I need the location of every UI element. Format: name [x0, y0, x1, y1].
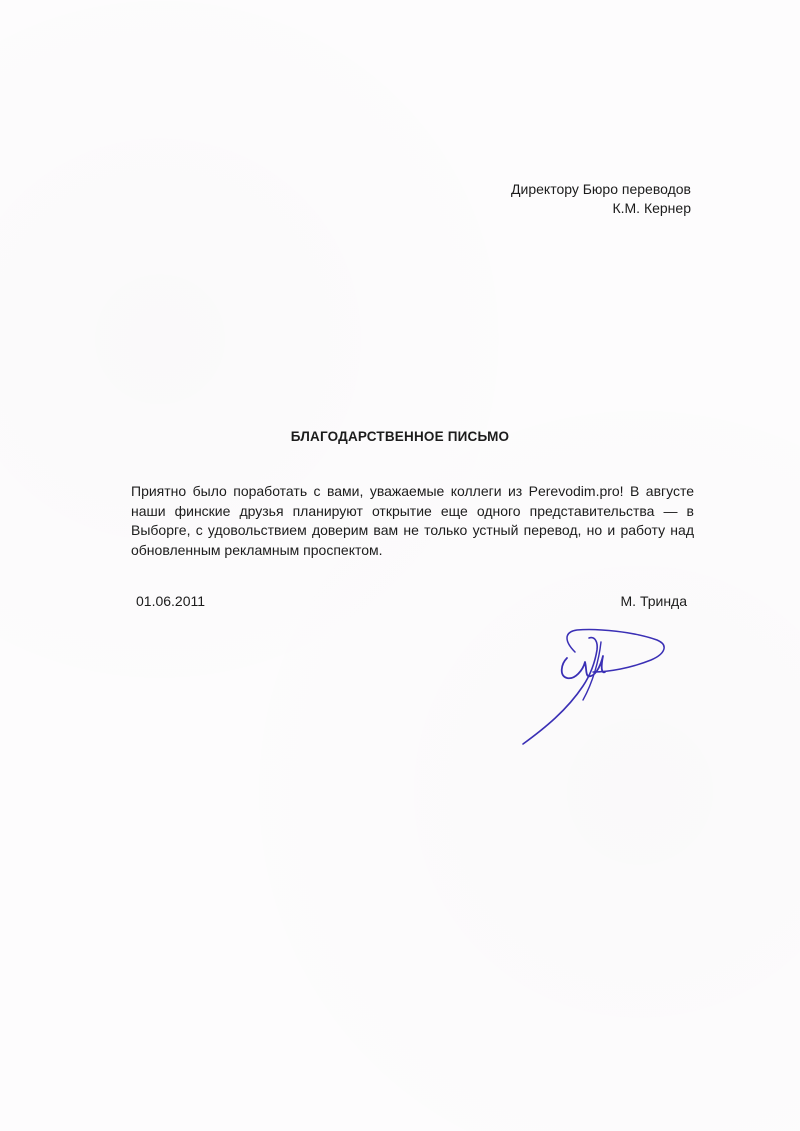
handwritten-signature [505, 620, 675, 750]
signature-stroke [567, 629, 664, 672]
signature-stroke [523, 638, 597, 744]
signer-name: М. Тринда [620, 593, 687, 609]
letter-body: Приятно было поработать с вами, уважаемые коллеги из Perevodim.pro! В августе наши финские друзья планируют открытие еще одного представительства — в Выборге, с удовольствием доверим вам не только устный перевод, но и работу над обновленным рекламным проспектом. [131, 483, 694, 558]
addressee-position: Директору Бюро переводов [511, 181, 691, 197]
addressee-block [511, 180, 691, 218]
addressee-name: К.М. Кернер [612, 200, 691, 216]
letter-title: БЛАГОДАРСТВЕННОЕ ПИСЬМО [290, 429, 510, 444]
letter-date: 01.06.2011 [136, 593, 206, 609]
